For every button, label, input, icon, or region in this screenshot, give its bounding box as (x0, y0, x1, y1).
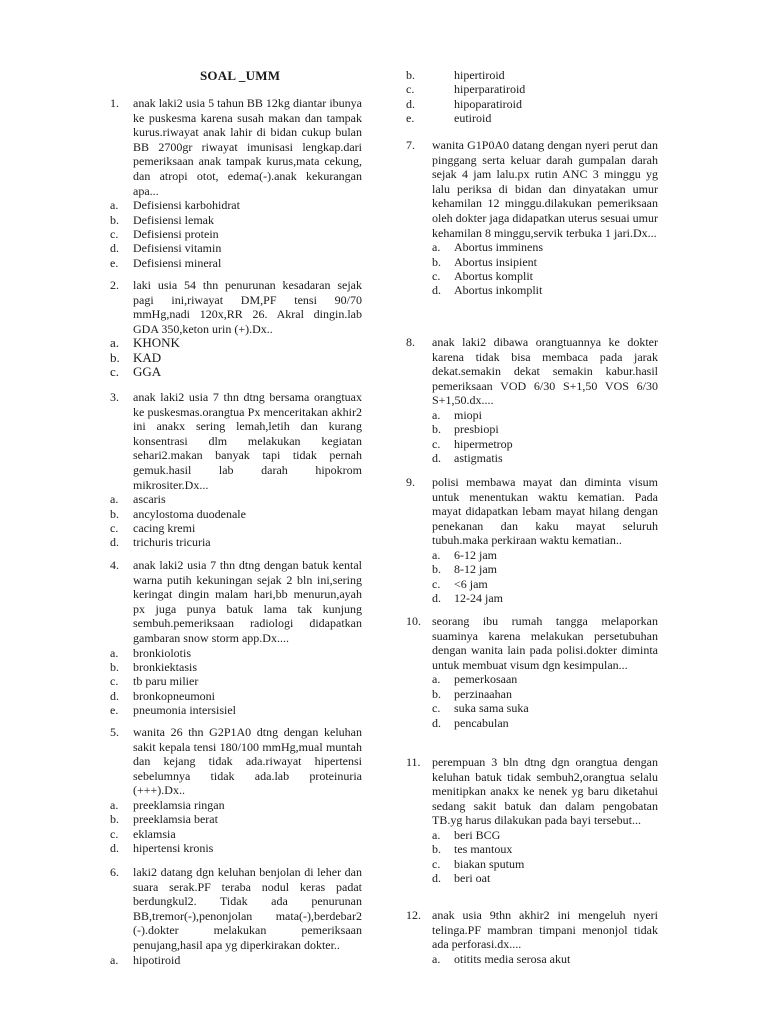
question-5 (110, 725, 362, 856)
option[interactable]: d. trichuris tricuria (110, 535, 211, 550)
option[interactable]: c. Defisiensi protein (110, 226, 219, 241)
question-7 (406, 138, 658, 298)
option[interactable]: c. hipermetrop (432, 436, 513, 451)
question-text: wanita G1P0A0 datang dengan nyeri perut dan pinggang serta keluar darah gumpalan darah sejak 4 jam lalu.px rutin ANC 3 minggu yg lalu periksa di bidan dan dinyatakan umur kehamilan 12 minggu.dilakukan pemeriksaan oleh dokter jaga didapatkan uterus sesuai umur kehamilan 8 minggu,servik terbuka 1 jari.Dx... (432, 138, 658, 240)
question-number: 8. (406, 335, 415, 349)
question-9 (406, 475, 658, 606)
option[interactable]: d. pencabulan (432, 715, 509, 730)
option[interactable]: a. KHONK (110, 335, 180, 351)
question-6 (110, 865, 362, 967)
option[interactable]: a. beri BCG (432, 827, 501, 842)
option[interactable]: d. 12-24 jam (432, 591, 503, 606)
question-number: 4. (110, 558, 119, 572)
option-list (432, 952, 658, 966)
question-text: anak usia 9thn akhir2 ini mengeluh nyeri telinga.PF mambran timpani menonjol tidak ada perforasi.dx.... (432, 908, 658, 952)
question-number: 10. (406, 614, 421, 628)
option-list (432, 828, 658, 886)
option[interactable]: a. ascaris (110, 492, 166, 507)
option[interactable]: d. Abortus inkomplit (432, 283, 543, 298)
option[interactable]: b. preeklamsia berat (110, 812, 218, 827)
question-number: 7. (406, 138, 415, 152)
option-list (110, 798, 362, 856)
option-list (110, 336, 362, 379)
question-6-continued (406, 68, 658, 126)
option[interactable]: c. hiperparatiroid (406, 82, 526, 97)
question-number: 3. (110, 390, 119, 404)
option[interactable]: d. beri oat (432, 871, 491, 886)
option[interactable]: a. pemerkosaan (432, 672, 518, 687)
option[interactable]: a. Defisiensi karbohidrat (110, 198, 240, 213)
question-10 (406, 614, 658, 730)
question-text: laki2 datang dgn keluhan benjolan di leher dan suara serak.PF teraba nodul keras padat berdungkul2. Tidak ada penurunan BB,tremor(-),penonjolan mata(-),berdebar2 (-).dokter melakukan pemeriksaan penujang,hasil apa yg diperkirakan dokter.. (133, 865, 362, 952)
question-number: 6. (110, 865, 119, 879)
option[interactable]: a. hipotiroid (110, 952, 181, 967)
question-3 (110, 390, 362, 550)
option-list (110, 198, 362, 270)
option[interactable]: b. KAD (110, 349, 162, 365)
question-text: anak laki2 usia 7 thn dtng bersama orangtuax ke puskesmas.orangtua Px menceritakan akhir2 ini anakx sering lemah,letih dan kurang konsentrasi dlm melakukan kegiatan sehari2.makan banyak tapi tidak pernah gemuk.hasil lab darah hipokrom mikrositer.Dx... (133, 390, 362, 492)
option[interactable]: b. hipertiroid (406, 68, 505, 82)
page-title: SOAL _UMM (200, 68, 281, 83)
option[interactable]: c. tb paru milier (110, 674, 199, 689)
option[interactable]: c. Abortus komplit (432, 268, 534, 283)
option[interactable]: a. Abortus imminens (432, 240, 543, 255)
question-8 (406, 335, 658, 466)
option[interactable]: b. Abortus insipient (432, 254, 537, 269)
option[interactable]: d. Defisiensi vitamin (110, 241, 222, 256)
option[interactable]: b. perzinaahan (432, 686, 512, 701)
question-number: 5. (110, 725, 119, 739)
question-number: 11. (406, 755, 421, 769)
option[interactable]: a. bronkiolotis (110, 645, 192, 660)
option[interactable]: d. astigmatis (432, 451, 503, 466)
option[interactable]: b. 8-12 jam (432, 562, 497, 577)
question-2 (110, 278, 362, 380)
option[interactable]: c. biakan sputum (432, 856, 525, 871)
option[interactable]: d. hipoparatiroid (406, 96, 522, 111)
option[interactable]: b. tes mantoux (432, 842, 513, 857)
option[interactable]: e. pneumonia intersisiel (110, 703, 236, 718)
option[interactable]: a. otitits media serosa akut (432, 951, 571, 966)
question-text: anak laki2 usia 5 tahun BB 12kg diantar ibunya ke puskesma karena susah makan dan tampak kurus.riwayat anak lahir di bidan cukup bulan BB 2700gr riwayat imunisasi lengkap.dari pemeriksaan anak tampak kurus,mata cekung, dan atropi otot, edema(-).anak kekurangan apa... (133, 96, 362, 198)
option[interactable]: d. bronkopneumoni (110, 688, 215, 703)
option[interactable]: a. preeklamsia ringan (110, 797, 225, 812)
option[interactable]: b. presbiopi (432, 422, 499, 437)
option-list (406, 68, 658, 126)
option[interactable]: c. <6 jam (432, 576, 488, 591)
question-text: seorang ibu rumah tangga melaporkan suaminya karena melakukan persetubuhan dengan wanita lain pada polisi.dokter diminta untuk membuat visum dgn kesimpulan... (432, 614, 658, 672)
question-text: anak laki2 usia 7 thn dtng dengan batuk kental warna putih kekuningan sejak 2 bln ini,sering keringat dingin malam hari,bb menurun,ayah px juga punya batuk lama tak kunjung sembuh.pemeriksaan radiologi didapatkan gambaran snow storm app.Dx.... (133, 558, 362, 645)
question-text: wanita 26 thn G2P1A0 dtng dengan keluhan sakit kepala tensi 180/100 mmHg,mual muntah dan kejang tidak ada.riwayat hipertensi sebelumnya tidak ada.lab proteinuria (+++).Dx.. (133, 725, 362, 798)
option-list (432, 240, 658, 298)
option-list (110, 953, 362, 967)
option[interactable]: a. miopi (432, 407, 483, 422)
question-text: polisi membawa mayat dan diminta visum untuk menentukan waktu kematian. Pada mayat didapatkan lebam mayat hilang dengan penekanan dan kaku mayat seluruh tubuh.maka perkiraan waktu kematian.. (432, 475, 658, 548)
option[interactable]: c. eklamsia (110, 826, 176, 841)
question-number: 12. (406, 908, 421, 922)
option[interactable]: c. cacing kremi (110, 520, 196, 535)
option-list (432, 672, 658, 730)
question-text: laki usia 54 thn penurunan kesadaran sejak pagi ini,riwayat DM,PF tensi 90/70 mmHg,nadi 120x,RR 26. Akral dingin.lab GDA 350,keton urin (+).Dx.. (133, 278, 362, 336)
option[interactable]: c. GGA (110, 364, 162, 380)
option[interactable]: b. ancylostoma duodenale (110, 506, 246, 521)
question-1 (110, 96, 362, 270)
option[interactable]: b. bronkiektasis (110, 659, 197, 674)
option-list (432, 548, 658, 606)
question-number: 9. (406, 475, 415, 489)
option-list (110, 646, 362, 718)
option[interactable]: e. eutiroid (406, 111, 492, 126)
question-text: anak laki2 dibawa orangtuannya ke dokter karena tidak bisa membaca pada jarak dekat.semakin dekat semakin kabur.hasil pemeriksaan VOD 6/30 S+1,50 VOS 6/30 S+1,50.dx.... (432, 335, 658, 408)
question-12 (406, 908, 658, 966)
option[interactable]: a. 6-12 jam (432, 547, 497, 562)
question-number: 2. (110, 278, 119, 292)
question-4 (110, 558, 362, 718)
question-11 (406, 755, 658, 886)
option[interactable]: c. suka sama suka (432, 701, 529, 716)
option[interactable]: e. Defisiensi mineral (110, 255, 222, 270)
question-text: perempuan 3 bln dtng dgn orangtua dengan keluhan batuk tidak sembuh2,orangtua selalu menitipkan anakx ke nenek yg baru diketahui sedang sakit batuk dan dalam pengobatan TB.yg harus dilakukan pada bayi tersebut... (432, 755, 658, 828)
question-number: 1. (110, 96, 119, 110)
option-list (110, 492, 362, 550)
option-list (432, 408, 658, 466)
option[interactable]: d. hipertensi kronis (110, 841, 214, 856)
option[interactable]: b. Defisiensi lemak (110, 212, 214, 227)
